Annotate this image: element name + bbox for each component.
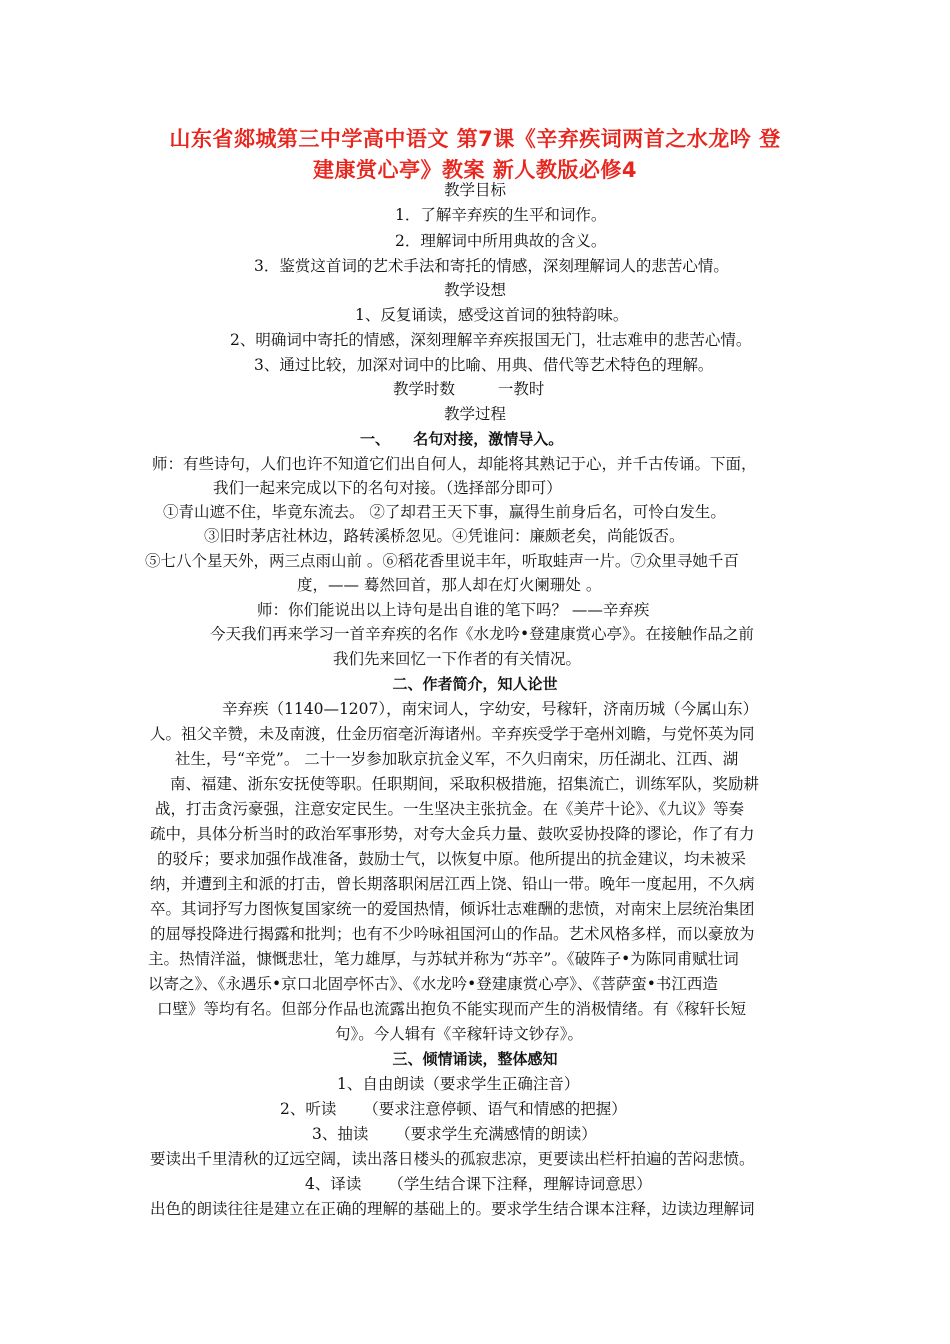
- section-1-heading: 一、 名句对接，激情导入。: [360, 430, 564, 448]
- section-1-line: 师：有些诗句，人们也许不知道它们出自何人，却能将其熟记于心，并千古传诵。下面，: [152, 455, 757, 473]
- section-1-line: 我们先来回忆一下作者的有关情况。: [333, 650, 582, 668]
- objective-item: 2．理解词中所用典故的含义。: [395, 232, 607, 250]
- section-1-line: ③旧时茅店社林边，路转溪桥忽见。④凭谁问：廉颇老矣，尚能饭否。: [204, 527, 685, 545]
- section-2-line: 疏中，具体分析当时的政治军事形势，对夸大金兵力量、鼓吹妥协投降的谬论，作了有力: [150, 825, 755, 843]
- section-2-line: 句》。今人辑有《辛稼轩诗文钞存》。: [335, 1025, 584, 1043]
- section-3-heading: 三、倾情诵读，整体感知: [392, 1050, 558, 1068]
- design-item: 2、明确词中寄托的情感，深刻理解辛弃疾报国无门，壮志难申的悲苦心情。: [230, 331, 752, 349]
- section-2-line: 辛弃疾（1140—1207），南宋词人，字幼安，号稼轩，济南历城（今属山东）: [222, 700, 759, 718]
- objective-item: 1．了解辛弃疾的生平和词作。: [395, 206, 607, 224]
- section-2-line: 以寄之》、《永遇乐•京口北固亭怀古》、《水龙吟•登建康赏心亭》、《菩萨蛮•书江西造: [148, 975, 718, 993]
- design-item: 3、通过比较，加深对词中的比喻、用典、借代等艺术特色的理解。: [254, 356, 714, 374]
- section-2-line: 南、福建、浙东安抚使等职。任职期间，采取积极措施，招集流亡，训练军队，奖励耕: [170, 775, 760, 793]
- document-title-line-1: 山东省郯城第三中学高中语文 第7课《辛弃疾词两首之水龙吟 登: [169, 127, 781, 151]
- section-2-line: 的屈辱投降进行揭露和批判；也有不少吟咏祖国河山的作品。艺术风格多样，而以豪放为: [150, 925, 755, 943]
- section-1-line: ⑤七八个星天外，两三点雨山前 。⑥稻花香里说丰年，听取蛙声一片。⑦众里寻她千百: [145, 552, 739, 570]
- section-1-line: 我们一起来完成以下的名句对接。（选择部分即可）: [213, 479, 562, 497]
- section-2-line: 社生，号“辛党”。 二十一岁参加耿京抗金义军，不久归南宋，历任湖北、江西、湖: [175, 750, 739, 768]
- section-3-line: 4、译读 （学生结合课下注释，理解诗词意思）: [305, 1175, 652, 1193]
- section-3-line: 2、听读 （要求注意停顿、语气和情感的把握）: [280, 1100, 627, 1118]
- section-2-line: 卒。其词抒写力图恢复国家统一的爱国热情，倾诉壮志难酬的悲愤，对南宋上层统治集团: [150, 900, 755, 918]
- section-2-line: 纳，并遭到主和派的打击，曾长期落职闲居江西上饶、铅山一带。晚年一度起用，不久病: [150, 875, 755, 893]
- section-3-line: 3、抽读 （要求学生充满感情的朗读）: [312, 1125, 597, 1143]
- section-2-line: 的驳斥；要求加强作战准备，鼓励士气，以恢复中原。他所提出的抗金建议，均未被采: [157, 850, 747, 868]
- section-1-line: 师：你们能说出以上诗句是出自谁的笔下吗？ ——辛弃疾: [257, 601, 650, 619]
- section-2-line: 主。热情洋溢，慷慨悲壮，笔力雄厚，与苏轼并称为“苏辛”。《破阵子•为陈同甫赋壮词: [148, 950, 739, 968]
- section-1-line: ①青山遮不住，毕竟东流去。 ②了却君王天下事，赢得生前身后名，可怜白发生。: [163, 503, 726, 521]
- process-heading: 教学过程: [443, 405, 506, 423]
- section-3-line: 出色的朗读往往是建立在正确的理解的基础上的。要求学生结合课本注释，边读边理解词: [150, 1200, 755, 1218]
- section-2-line: 人。祖父辛赞，未及南渡，仕金历宿亳沂海诸州。辛弃疾受学于亳州刘瞻，与党怀英为同: [150, 725, 755, 743]
- design-heading: 教学设想: [443, 281, 506, 299]
- section-3-line: 1、自由朗读（要求学生正确注音）: [337, 1075, 580, 1093]
- section-1-line: 今天我们再来学习一首辛弃疾的名作《水龙吟•登建康赏心亭》。在接触作品之前: [210, 625, 754, 643]
- section-2-line: 口壁》等均有名。但部分作品也流露出抱负不能实现而产生的消极情绪。有《稼轩长短: [157, 1000, 747, 1018]
- section-1-line: 度，—— 蓦然回首，那人却在灯火阑珊处 。: [297, 576, 602, 594]
- section-3-line: 要读出千里清秋的辽远空阔，读出落日楼头的孤寂悲凉，更要读出栏杆拍遍的苦闷悲愤。: [150, 1150, 755, 1168]
- teaching-hours: 教学时数 一教时: [393, 380, 545, 398]
- document-title-line-2: 建康赏心亭》教案 新人教版必修4: [313, 158, 637, 182]
- objective-item: 3．鉴赏这首词的艺术手法和寄托的情感，深刻理解词人的悲苦心情。: [254, 257, 729, 275]
- section-2-line: 战，打击贪污豪强，注意安定民生。一生坚决主张抗金。在《美芹十论》、《九议》等奏: [155, 800, 745, 818]
- objectives-heading: 教学目标: [443, 181, 506, 199]
- section-2-heading: 二、作者简介，知人论世: [392, 675, 558, 693]
- design-item: 1、反复诵读，感受这首词的独特韵味。: [355, 306, 629, 324]
